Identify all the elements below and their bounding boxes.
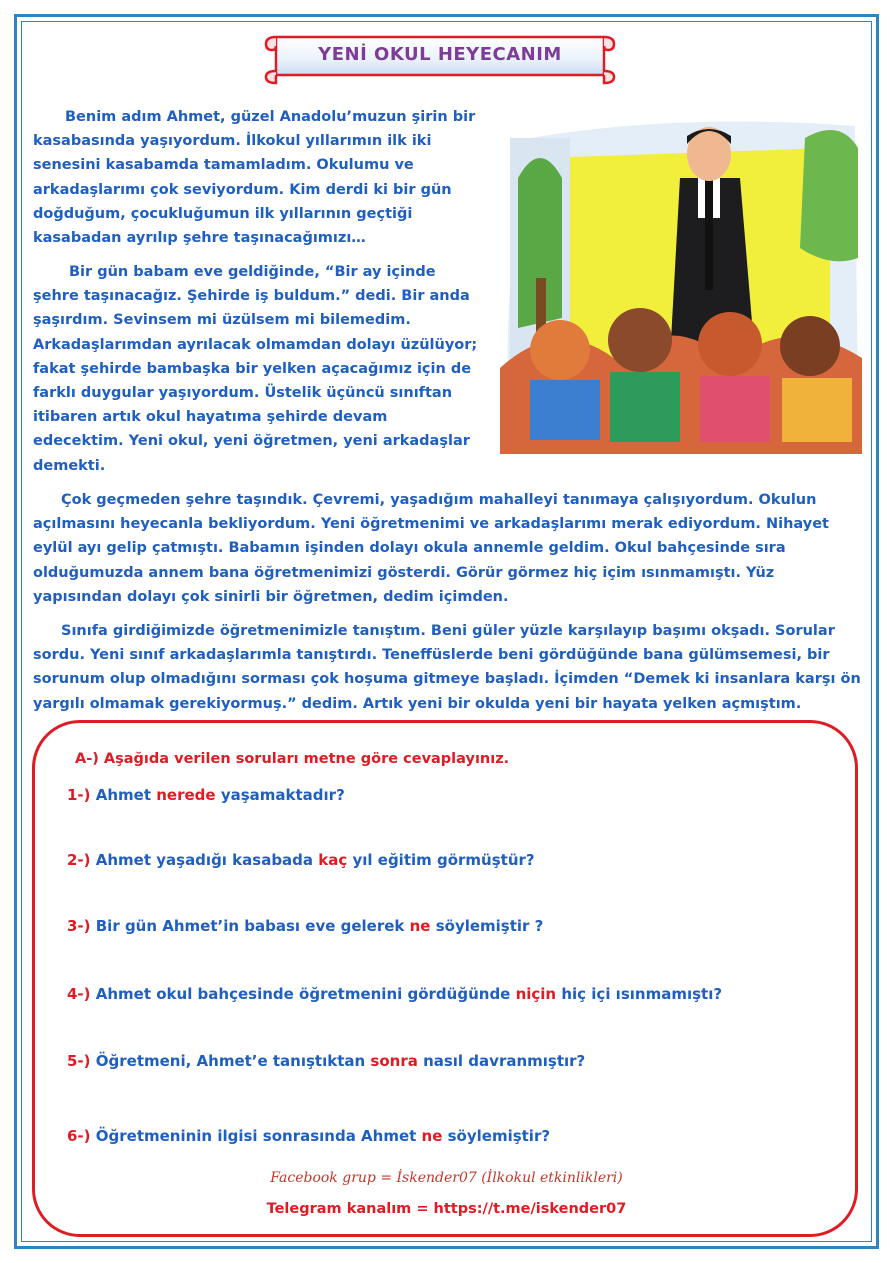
- page-title: YENİ OKUL HEYECANIM: [318, 44, 562, 65]
- question-4: [67, 985, 722, 1003]
- classroom-illustration: [500, 118, 862, 454]
- question-text: Ahmet yaşadığı kasabada: [90, 851, 319, 869]
- questions-heading: A-) Aşağıda verilen soruları metne göre cevaplayınız.: [75, 751, 510, 767]
- story-paragraph-3: Çok geçmeden şehre taşındık. Çevremi, yaşadığım mahalleyi tanımaya çalışıyordum. Okulun açılmasını heyecanla bekliyordum. Yeni öğretmenimi ve arkadaşlarımı merak ediyordum. Nihayet eylül ayı gelip çatmıştı. Babamın işinden dolayı okula annemle geldim. Okul bahçesinde sıra olduğumuzda annem bana öğretmenimizi gösterdi. Görür görmez hiç içim ısınmamıştı. Yüz yapısından dolayı çok sinirli bir öğretmen, dedim içimden.: [33, 492, 829, 605]
- question-text: Öğretmeni, Ahmet’e tanıştıktan: [90, 1052, 371, 1070]
- story-paragraph-1: Benim adım Ahmet, güzel Anadolu’muzun şirin bir kasabasında yaşıyordum. İlkokul yıllarımın ilk iki senesini kasabamda tamamladım. Okulumu ve arkadaşlarımı çok seviyordum. Kim derdi ki bir gün doğduğum, çocukluğumun ilk yıllarının geçtiği kasabadan ayrılıp şehre taşınacağımızı…: [33, 109, 476, 247]
- title-banner: [262, 30, 618, 86]
- question-1: [67, 786, 345, 804]
- question-3: [67, 917, 543, 935]
- question-keyword: ne: [409, 917, 431, 935]
- question-keyword: niçin: [515, 985, 557, 1003]
- question-text: Öğretmeninin ilgisi sonrasında Ahmet: [90, 1127, 422, 1145]
- question-text: söylemiştir?: [442, 1127, 551, 1145]
- question-text: nasıl davranmıştır?: [417, 1052, 586, 1070]
- question-keyword: nerede: [156, 786, 216, 804]
- question-text: Ahmet: [90, 786, 157, 804]
- question-text: hiç içi ısınmamıştı?: [556, 985, 723, 1003]
- question-text: yaşamaktadır?: [215, 786, 345, 804]
- question-text: Bir gün Ahmet’in babası eve gelerek: [90, 917, 410, 935]
- question-number: 3-): [67, 917, 91, 935]
- question-keyword: ne: [421, 1127, 443, 1145]
- story-paragraph-2: Bir gün babam eve geldiğinde, “Bir ay içinde şehre taşınacağız. Şehirde iş buldum.” dedi. Bir anda şaşırdım. Sevinsem mi üzülsem mi bilemedim. Arkadaşlarımdan ayrılacak olmamdan dolayı üzülüyor; fakat şehirde bambaşka bir yelken açacağımız için de farklı duygular yaşıyordum. Üstelik üçüncü sınıftan itibaren artık okul hayatıma şehirde devam edecektim. Yeni okul, yeni öğretmen, yeni arkadaşlar demekti.: [33, 264, 478, 474]
- facebook-group-credit: Facebook grup = İskender07 (İlkokul etkinlikleri): [270, 1170, 623, 1186]
- question-number: 6-): [67, 1127, 91, 1145]
- telegram-channel-credit: Telegram kanalım = https://t.me/iskender07: [266, 1201, 627, 1217]
- question-6: [67, 1127, 550, 1145]
- question-text: söylemiştir ?: [430, 917, 544, 935]
- question-5: [67, 1052, 585, 1070]
- question-2: [67, 851, 535, 869]
- story-paragraph-4: Sınıfa girdiğimizde öğretmenimizle tanıştım. Beni güler yüzle karşılayıp başımı okşadı. Sorular sordu. Yeni sınıf arkadaşlarımla tanıştırdı. Teneffüslerde beni gördüğünde bana gülümsemesi, bir sorunum olup olmadığını sorması çok hoşuma gitmeye başladı. İçimden “Demek ki insanlara karşı ön yargılı olmamak gerekiyormuş.” dedim. Artık yeni bir okulda yeni bir hayata yelken açmıştım.: [33, 623, 861, 712]
- question-number: 2-): [67, 851, 91, 869]
- question-number: 1-): [67, 786, 91, 804]
- question-number: 5-): [67, 1052, 91, 1070]
- question-keyword: kaç: [318, 851, 348, 869]
- question-keyword: sonra: [370, 1052, 418, 1070]
- question-number: 4-): [67, 985, 91, 1003]
- question-text: Ahmet okul bahçesinde öğretmenini gördüğünde: [90, 985, 516, 1003]
- question-text: yıl eğitim görmüştür?: [347, 851, 535, 869]
